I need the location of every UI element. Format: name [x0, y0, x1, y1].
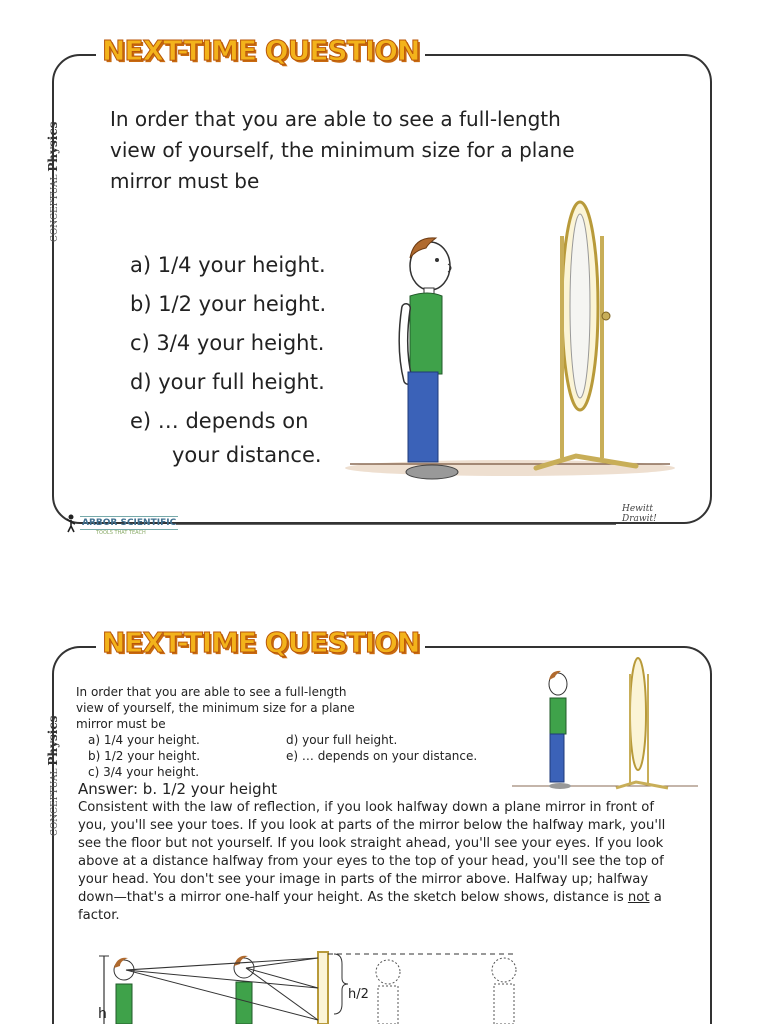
signature-line: Drawit! [622, 514, 657, 524]
figure-icon [66, 514, 76, 532]
explanation-text: Consistent with the law of reflection, if you look halfway down a plane mirror in front of you, you'll see your toes. If you look at parts of the mirror below the halfway mark, you'll see the floor but not yourself. If you look straight ahead, you'll see your eyes. If you look above at a distance halfway from your eyes to the top of your head, you'll see the top of your head. You don't see your image in parts of the mirror above. Halfway up; halfway down—that's a mirror one-half your height. As the sketch below shows, distance is [78, 800, 666, 905]
question-line: In order that you are able to see a full-length [76, 685, 347, 699]
person-body [236, 982, 252, 1024]
logo-text: ARBOR SCIENTIFIC [82, 518, 177, 528]
next-time-question-banner: NEXT-TIME QUESTION [96, 34, 425, 67]
option-e: e) … depends on your distance. [286, 749, 478, 763]
height-label: h [98, 1006, 107, 1022]
man-shirt [550, 698, 566, 734]
person-body [116, 984, 132, 1024]
question-line: view of yourself, the minimum size for a plane [110, 138, 575, 162]
option-b: b) 1/2 your height. [88, 749, 201, 763]
man-shoe [406, 465, 458, 479]
reflection-sketch [96, 948, 536, 1024]
small-man-and-mirror-illustration [512, 654, 702, 794]
option-e-continued: your distance. [172, 443, 322, 467]
man-pants [408, 372, 438, 462]
light-rays [126, 958, 318, 1020]
man-eye [435, 258, 439, 262]
question-text-small [76, 684, 496, 732]
answer-options-col2 [286, 732, 477, 764]
side-label-small: CONCEPTUAL [50, 174, 60, 242]
option-b: b) 1/2 your height. [130, 292, 327, 316]
side-label-big: Physics [46, 121, 60, 172]
half-height-bracket [334, 954, 348, 1014]
logo-subtext: TOOLS THAT TEACH [96, 530, 146, 536]
answer-options-col1 [88, 732, 200, 780]
conceptual-physics-label [46, 122, 60, 242]
answer-explanation [78, 799, 678, 925]
arbor-scientific-logo [66, 514, 178, 536]
option-c: c) 3/4 your height. [88, 765, 200, 779]
side-label-small: CONCEPTUAL [50, 768, 60, 836]
question-line: view of yourself, the minimum size for a plane [76, 701, 355, 715]
side-label-big: Physics [46, 715, 60, 766]
option-d: d) your full height. [286, 733, 398, 747]
mirror [318, 952, 328, 1024]
man-figure [403, 238, 458, 479]
mirror-glass [570, 214, 590, 398]
option-c: c) 3/4 your height. [130, 331, 325, 355]
footer-rule [176, 524, 616, 525]
mirror-knob [602, 312, 610, 320]
question-text [110, 104, 670, 197]
mirror-frame [630, 658, 646, 770]
man-shoe [549, 783, 571, 789]
question-line: mirror must be [110, 169, 260, 193]
answer-options [130, 246, 326, 469]
option-d: d) your full height. [130, 370, 325, 394]
standing-mirror [536, 202, 636, 468]
question-line: In order that you are able to see a full-length [110, 107, 561, 131]
half-height-label: h/2 [348, 987, 369, 1002]
mirror-feet [616, 782, 668, 788]
question-line: mirror must be [76, 717, 166, 731]
conceptual-physics-label [46, 716, 60, 836]
man-shirt [410, 293, 442, 374]
option-a: a) 1/4 your height. [130, 253, 326, 277]
option-e: e) … depends on [130, 409, 309, 433]
reflected-image-figures [376, 958, 516, 1024]
man-and-mirror-illustration [340, 196, 680, 496]
option-a: a) 1/4 your height. [88, 733, 200, 747]
man-pants [550, 734, 564, 782]
answer-heading: Answer: b. 1/2 your height [78, 780, 278, 798]
signature [622, 504, 657, 524]
signature-line: Hewitt [622, 504, 653, 514]
explanation-emphasis: not [627, 890, 650, 905]
next-time-question-banner: NEXT-TIME QUESTION [96, 626, 425, 659]
explanation-text-end: a factor. [78, 890, 662, 923]
